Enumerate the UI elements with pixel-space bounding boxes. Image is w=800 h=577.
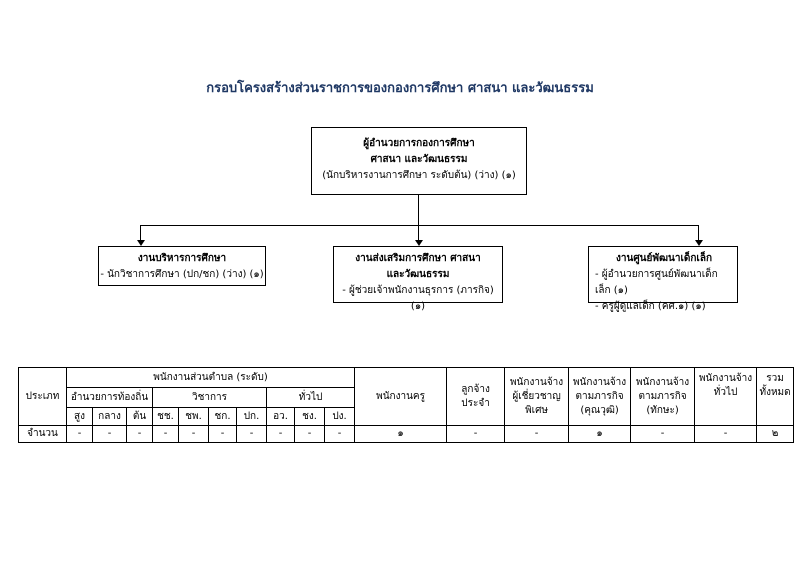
mission-skill-value: - — [631, 426, 695, 443]
level-header: อว. — [267, 408, 295, 426]
level-header: ชก. — [209, 408, 237, 426]
row-label: จำนวน — [19, 426, 67, 443]
unit-box-childcare — [588, 246, 738, 312]
permanent-value: - — [447, 426, 505, 443]
header-mission-skill-line1: พนักงานจ้าง — [635, 376, 690, 388]
header-total-line2: ทั้งหมด — [759, 387, 791, 398]
director-box — [311, 127, 527, 195]
level-value: - — [267, 426, 295, 443]
unit-name: งานส่งเสริมการศึกษา ศาสนา — [355, 253, 481, 264]
level-value: - — [325, 426, 355, 443]
header-group: พนักงานส่วนตำบล (ระดับ) — [67, 368, 355, 388]
connector-drop-center — [418, 225, 419, 240]
unit-box-promotion — [333, 246, 503, 312]
level-header: ชช. — [153, 408, 179, 426]
subgroup-general: ทั่วไป — [267, 388, 355, 408]
header-mission-skill-line2: ตามภารกิจ — [638, 390, 687, 402]
level-value: - — [209, 426, 237, 443]
level-header: ปง. — [325, 408, 355, 426]
unit-item: - นักวิชาการศึกษา (ปก/ชก) (ว่าง) (๑) — [100, 269, 264, 280]
level-header: ชพ. — [179, 408, 209, 426]
header-permanent-line2: ประจำ — [461, 397, 490, 409]
page-title: กรอบโครงสร้างส่วนราชการของกองการศึกษา ศาสนา และวัฒนธรรม — [206, 81, 594, 96]
level-header: ต้น — [127, 408, 153, 426]
level-header: ปก. — [237, 408, 267, 426]
level-header: สูง — [67, 408, 93, 426]
header-type: ประเภท — [19, 368, 67, 426]
level-value: - — [179, 426, 209, 443]
connector-horizontal — [140, 225, 699, 226]
header-permanent-line1: ลูกจ้าง — [461, 383, 490, 395]
unit-item: - ครูผู้ดูแลเด็ก (คศ.๑) (๑) — [595, 301, 706, 312]
unit-name-line2: และวัฒนธรรม — [386, 269, 450, 280]
header-mission-qual-line1: พนักงานจ้าง — [572, 376, 627, 388]
level-value: - — [67, 426, 93, 443]
header-permanent — [447, 368, 505, 426]
unit-name: งานบริหารการศึกษา — [137, 253, 227, 264]
header-mission-skill — [631, 368, 695, 426]
header-expert-line3: พิเศษ — [525, 404, 549, 416]
level-value: - — [237, 426, 267, 443]
header-mission-qual — [569, 368, 631, 426]
header-teacher: พนักงานครู — [355, 368, 447, 426]
level-value: - — [295, 426, 325, 443]
level-value: - — [127, 426, 153, 443]
header-general-line2: ทั่วไป — [713, 387, 738, 398]
level-header: กลาง — [93, 408, 127, 426]
unit-box-admin — [98, 246, 266, 286]
connector-vertical-main — [418, 195, 419, 225]
total-value: ๒ — [757, 426, 794, 443]
mission-qual-value: ๑ — [569, 426, 631, 443]
header-expert — [505, 368, 569, 426]
unit-item: - ผู้ช่วยเจ้าพนักงานธุรการ (ภารกิจ) (๑) — [342, 285, 494, 312]
director-title-line1: ผู้อำนวยการกองการศึกษา — [363, 138, 475, 149]
level-header: ชง. — [295, 408, 325, 426]
level-value: - — [153, 426, 179, 443]
header-general-line1: พนักงานจ้าง — [698, 373, 753, 384]
header-total-line1: รวม — [766, 373, 784, 384]
header-expert-line1: พนักงานจ้าง — [509, 376, 564, 388]
expert-value: - — [505, 426, 569, 443]
header-mission-qual-line2: ตามภารกิจ — [575, 390, 624, 402]
subgroup-executive: อำนวยการท้องถิ่น — [67, 388, 153, 408]
teacher-value: ๑ — [355, 426, 447, 443]
header-expert-line2: ผู้เชี่ยวชาญ — [512, 390, 561, 402]
unit-name: งานศูนย์พัฒนาเด็กเล็ก — [615, 253, 713, 264]
level-value: - — [93, 426, 127, 443]
director-position: (นักบริหารงานการศึกษา ระดับต้น) (ว่าง) (๑) — [322, 170, 516, 181]
header-total — [757, 368, 794, 426]
header-mission-skill-line3: (ทักษะ) — [646, 404, 679, 416]
header-mission-qual-line3: (คุณวุฒิ) — [580, 404, 619, 416]
unit-item: - ผู้อำนวยการศูนย์พัฒนาเด็กเล็ก (๑) — [595, 269, 718, 296]
staffing-table — [18, 367, 794, 443]
header-general — [695, 368, 757, 426]
connector-drop-left — [140, 225, 141, 240]
general-value: - — [695, 426, 757, 443]
director-title-line2: ศาสนา และวัฒนธรรม — [370, 154, 468, 165]
subgroup-academic: วิชาการ — [153, 388, 267, 408]
connector-drop-right — [698, 225, 699, 240]
